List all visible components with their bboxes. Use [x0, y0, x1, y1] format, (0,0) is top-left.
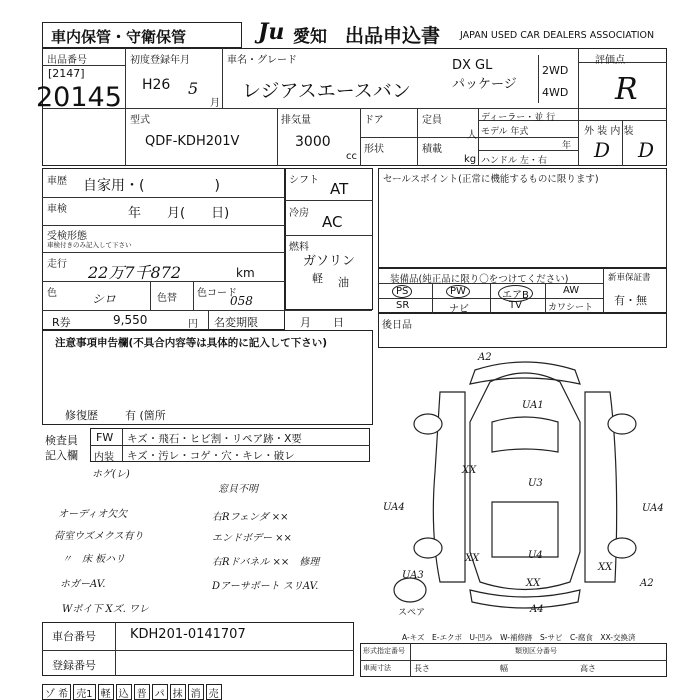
diag-label-6: U4	[528, 550, 543, 561]
notes-title: 注意事項申告欄(不具合内容等は具体的に記入して下さい)	[55, 337, 328, 349]
diag-label-11: A2	[640, 578, 654, 589]
hand-note-4: ホガーAV.	[60, 579, 106, 590]
mileage-label: 走行	[47, 259, 67, 270]
dims-label: 車両寸法	[363, 664, 391, 672]
score-value: R	[615, 72, 638, 107]
model-year-label: モデル 年式	[481, 127, 529, 137]
history-label: 車歴	[47, 176, 67, 187]
chassis-label: 車台番号	[52, 630, 96, 643]
hand-note-5: Wポイ下 Xズ. ワレ	[62, 604, 149, 615]
diag-label-0: A2	[478, 352, 492, 363]
diag-label-3: U3	[528, 478, 543, 489]
repair-value: 有 (箇所	[125, 409, 166, 422]
length-label: 長さ	[414, 664, 430, 673]
grade-line2: パッケージ	[452, 77, 517, 92]
capacity-unit: 人	[467, 130, 477, 141]
receive-note: 車検付きのみ記入して下さい	[47, 241, 132, 249]
fuel-label: 燃料	[289, 242, 309, 253]
hand-note-10: Dアーサポート スリAV.	[212, 581, 319, 592]
diagram-legend: A-キズ E-エクボ U-凹み W-補修跡 S-サビ C-腐食 XX-交換済	[402, 633, 636, 642]
hand-note-2: 荷室ウズメクス有り	[54, 531, 144, 542]
repair-label: 修復歴	[65, 409, 98, 422]
doc-item: 消	[188, 684, 204, 700]
car-damage-diagram	[380, 352, 670, 622]
equip-navi: ナビ	[449, 304, 469, 315]
equip-leather: カワシート	[548, 303, 594, 313]
door-label: ドア	[364, 115, 384, 126]
color-code-label: 色コード	[197, 288, 237, 299]
model-name: レジアスエースバン	[242, 80, 411, 102]
mileage-unit: km	[236, 266, 255, 280]
width-label: 幅	[500, 664, 508, 673]
doc-item: 売1	[73, 684, 95, 700]
remarks-frame	[378, 313, 667, 348]
disp-value: 3000	[295, 134, 331, 150]
equip-airbag: エアB	[498, 285, 533, 302]
sales-point-label: セールスポイント(正常に機能するものに限ります)	[383, 174, 599, 185]
year-unit: 年	[562, 141, 572, 151]
reg-year: H26	[142, 77, 171, 93]
assoc-name: JAPAN USED CAR DEALERS ASSOCIATION	[460, 30, 655, 41]
score-label: 評価点	[595, 55, 625, 66]
reg-month: 5	[188, 79, 199, 98]
form-title: 出品申込書	[345, 25, 441, 47]
equip-aw: AW	[563, 285, 580, 296]
ext-int-label: 外 装 内 装	[584, 126, 634, 137]
regnum-label: 登録番号	[52, 659, 96, 672]
remarks-label: 後日品	[382, 320, 412, 331]
hand-note-9: 右Rドバネル ×× 修理	[212, 557, 320, 568]
lot-code: [2147]	[48, 67, 85, 80]
tax-unit: 円	[188, 319, 198, 330]
interior-label: 内装	[94, 452, 114, 463]
tax-value: 9,550	[113, 313, 148, 327]
ac-label: 冷房	[289, 208, 309, 219]
doc-item: 抹	[170, 684, 186, 700]
diag-label-1: UA1	[522, 400, 544, 411]
color-value: シロ	[92, 292, 117, 306]
equip-ps: PS	[392, 285, 412, 298]
reg-label: 初度登録年月	[130, 55, 190, 66]
height-label: 高さ	[580, 664, 596, 673]
fuel-2: 軽	[312, 272, 323, 285]
color-code-value: 058	[230, 294, 253, 308]
diag-label-10: XX	[526, 578, 541, 589]
doc-item: ゾ 希	[42, 684, 71, 700]
shape-label: 形状	[364, 144, 384, 155]
hand-note-7: 右Rフェンダ ××	[212, 512, 289, 523]
drive-2wd: 2WD	[542, 64, 569, 77]
type-value: QDF-KDH201V	[145, 134, 240, 149]
lot-number: 20145	[36, 82, 122, 113]
diag-label-8: XX	[598, 562, 613, 573]
diag-label-7: XX	[465, 553, 480, 564]
fw-label: FW	[96, 431, 114, 444]
inspection-value: 年 月( 日)	[128, 206, 230, 221]
drive-4wd: 4WD	[542, 86, 569, 99]
ju-logo: Ju	[258, 19, 285, 45]
load-label: 積載	[422, 144, 442, 155]
handle-label: ハンドル 左・右	[481, 156, 547, 166]
name-change-value: 月 日	[300, 316, 344, 329]
hand-note-0: ホゲ(レ)	[92, 469, 130, 480]
grade-line1: DX GL	[452, 58, 493, 73]
inspector-label-2: 記入欄	[45, 449, 78, 462]
inspection-label: 車検	[47, 204, 67, 215]
disp-label: 排気量	[281, 115, 311, 126]
diag-label-9: UA3	[402, 570, 424, 581]
doc-item: パ	[152, 684, 168, 700]
lot-label: 出品番号	[47, 55, 87, 66]
dealer-label: ディーラー・並 行	[481, 113, 556, 123]
doc-item: 普	[134, 684, 150, 700]
history-value: 自家用・( )	[83, 178, 220, 194]
diag-label-4: UA4	[383, 502, 405, 513]
type-label: 型式	[130, 115, 150, 126]
diag-label-5: UA4	[642, 503, 664, 514]
int-score: D	[638, 138, 655, 162]
load-unit: kg	[464, 154, 477, 165]
capacity-label: 定員	[422, 115, 442, 126]
org-name: 愛知	[293, 27, 327, 47]
spec-label: 形式指定番号	[363, 647, 405, 655]
diag-label-2: XX	[462, 465, 477, 476]
hand-note-8: エンドボデー ××	[212, 533, 292, 544]
class-label: 類別区分番号	[515, 647, 557, 655]
month-unit: 月	[210, 98, 220, 109]
new-warranty-label: 新車保証書	[608, 273, 651, 283]
equip-tv: TV	[509, 300, 522, 311]
shift-value: AT	[330, 180, 349, 198]
ext-score: D	[594, 138, 611, 162]
doc-item: 売	[206, 684, 222, 700]
interior-text: キズ・汚レ・コゲ・穴・キレ・破レ	[127, 450, 295, 462]
hand-note-3: 〃 床 板ハリ	[62, 554, 126, 565]
name-change-label: 名変期限	[214, 316, 258, 329]
equipment-label: 装備品(純正品に限り〇をつけてください)	[390, 274, 569, 285]
fw-text: キズ・飛石・ヒビ割・リペア跡・X要	[127, 433, 302, 445]
doc-items-row	[42, 684, 362, 700]
equip-sr: SR	[396, 300, 410, 311]
ac-value: AC	[322, 213, 343, 231]
inspector-label-1: 検査員	[45, 434, 78, 447]
storage-title-box	[42, 22, 242, 48]
tax-label: R券	[52, 316, 71, 329]
doc-item: 込	[116, 684, 132, 700]
shift-label: シフト	[289, 175, 319, 186]
color-change-label: 色替	[157, 293, 177, 304]
diag-label-12: A4	[530, 604, 544, 615]
model-label: 車名・グレード	[227, 55, 297, 66]
hand-note-6: 窓貝不明	[218, 484, 258, 495]
new-warranty-value: 有・無	[614, 294, 647, 307]
hand-note-1: オーディオ欠欠	[58, 509, 128, 520]
storage-title: 車内保管・守衛保管	[51, 28, 187, 46]
spare-label: スペア	[398, 608, 426, 618]
fuel-3: 油	[338, 276, 349, 289]
mileage-value: 22万7千872	[88, 263, 182, 282]
fuel-1: ガソリン	[303, 254, 356, 269]
receive-label: 受検形態	[47, 231, 87, 242]
color-label: 色	[47, 288, 57, 299]
equip-pw: PW	[446, 285, 470, 298]
doc-item: 軽	[98, 684, 114, 700]
disp-unit: cc	[346, 151, 357, 162]
chassis-value: KDH201-0141707	[130, 627, 246, 642]
